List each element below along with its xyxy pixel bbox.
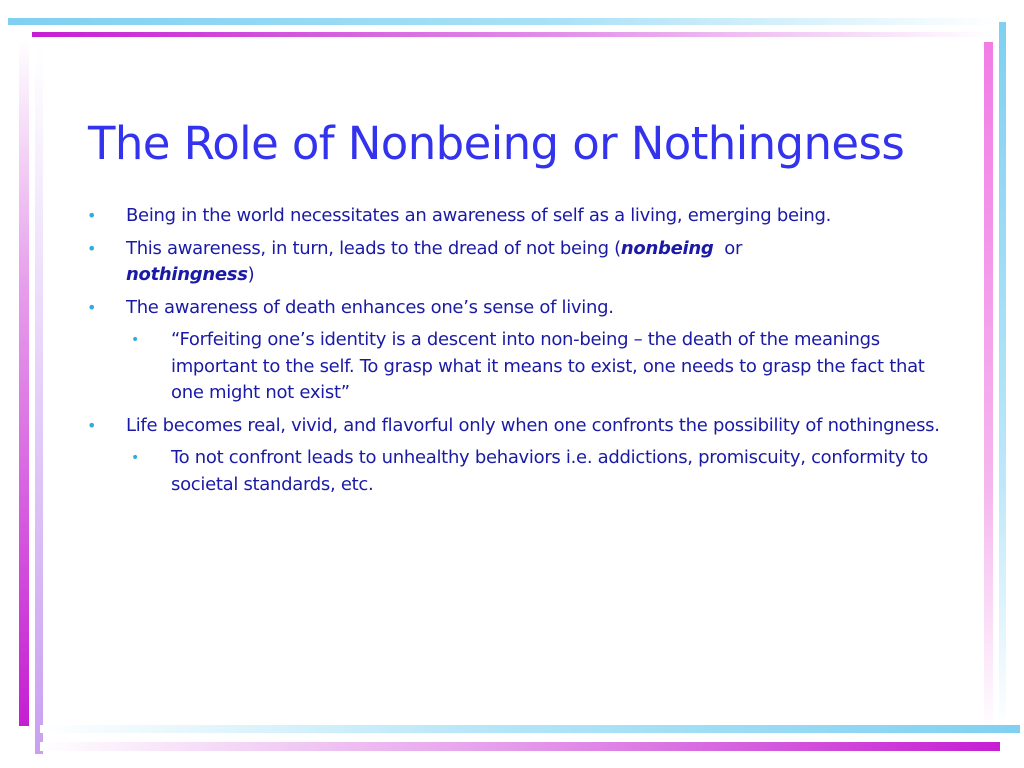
top-cyan-border	[8, 18, 1000, 25]
left-magenta-border	[19, 40, 29, 726]
bullet-text: The awareness of death enhances one’s sense of living.	[126, 296, 614, 318]
bullet-icon: •	[87, 297, 97, 317]
left-lilac-border	[35, 48, 43, 754]
bullet-icon: •	[87, 415, 97, 435]
right-cyan-border	[999, 22, 1006, 730]
slide-title: The Role of Nonbeing or Nothingness	[88, 117, 905, 170]
bullet-list	[86, 203, 946, 504]
emphasis-nothingness: nothingness	[126, 264, 248, 285]
bullet-text-mid: or	[713, 237, 748, 259]
bullet-item-dread-of-not-being	[86, 236, 946, 289]
bullet-item-life-becomes-real	[86, 413, 946, 440]
bullet-text: Being in the world necessitates an awareness of self as a living, emerging being.	[126, 205, 832, 226]
top-magenta-border	[32, 32, 990, 37]
bullet-icon: •	[87, 238, 97, 258]
sub-bullet-item-unhealthy-behaviors	[86, 445, 946, 498]
bullet-text: Life becomes real, vivid, and flavorful only when one confronts the possibility of nothingness.	[126, 414, 940, 436]
bullet-item-awareness-of-death	[86, 295, 946, 322]
sub-bullet-icon: •	[131, 332, 139, 348]
right-pink-border	[984, 42, 993, 732]
bullet-item-awareness-of-self	[86, 203, 946, 230]
emphasis-nonbeing: nonbeing	[620, 237, 714, 259]
bottom-cyan-border	[40, 725, 1020, 733]
bullet-text-end: )	[247, 264, 255, 285]
sub-bullet-item-quote	[86, 327, 946, 407]
bullet-text-start: This awareness, in turn, leads to the dread of not being (	[126, 237, 621, 259]
sub-bullet-text: To not confront leads to unhealthy behaviors i.e. addictions, promiscuity, conformity to societal standards, etc.	[171, 447, 928, 495]
bottom-magenta-border	[40, 742, 1000, 751]
sub-bullet-icon: •	[131, 450, 139, 466]
bullet-icon: •	[87, 206, 97, 225]
sub-bullet-text: “Forfeiting one’s identity is a descent into non-being – the death of the meanings important to the self. To grasp what it means to exist, one needs to grasp the fact that one might not exist”	[171, 329, 925, 403]
